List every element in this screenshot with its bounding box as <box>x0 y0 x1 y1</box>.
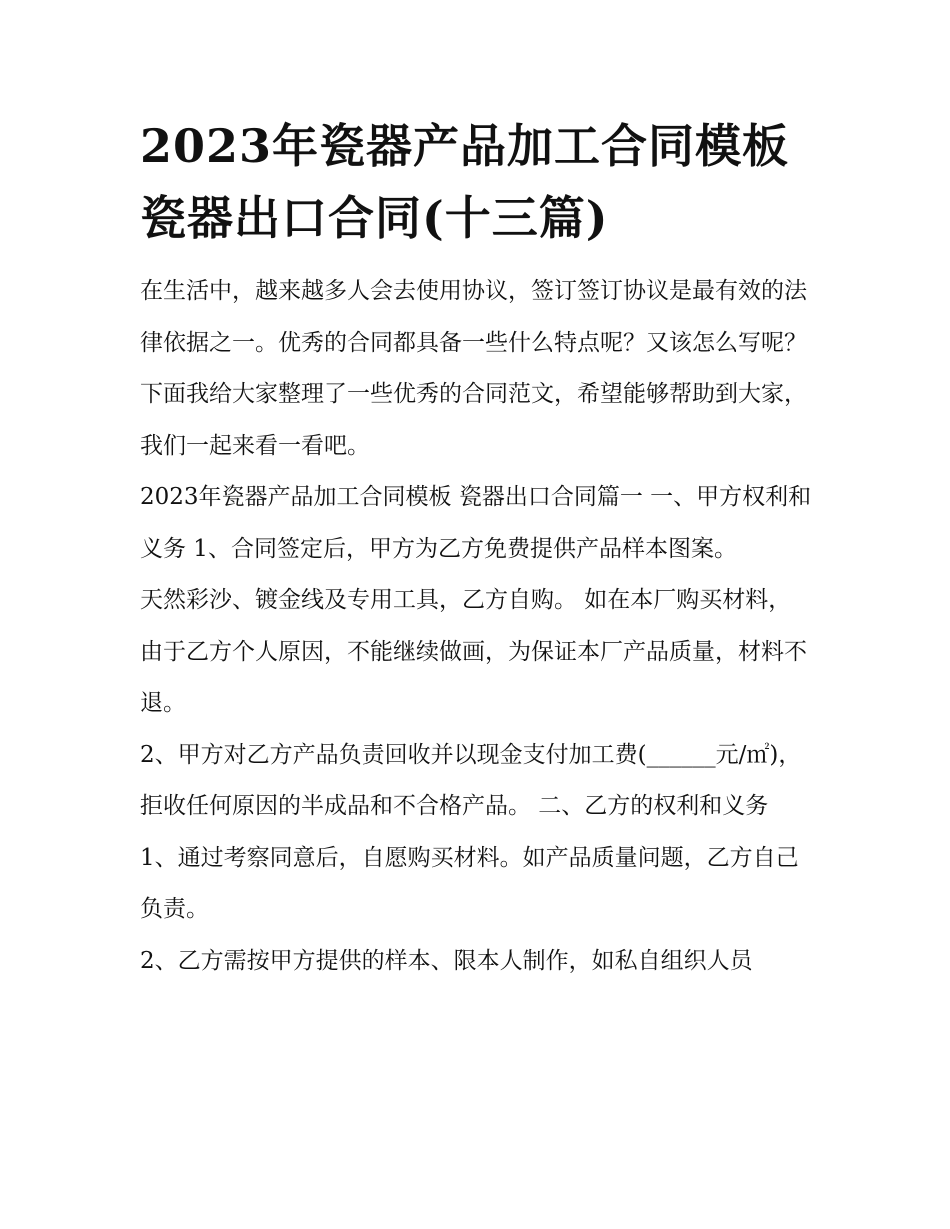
materials-paragraph: 天然彩沙、镀金线及专用工具，乙方自购。 如在本厂购买材料，由于乙方个人原因，不能继续做画，为保证本厂产品质量，材料不退。 <box>140 587 807 716</box>
document-page <box>140 110 812 987</box>
contract-section-paragraph: 2023年瓷器产品加工合同模板 瓷器出口合同篇一 一、甲方权利和义务 1、合同签定后，甲方为乙方免费提供产品样本图案。 <box>140 484 812 562</box>
document-title: 2023年瓷器产品加工合同模板 瓷器出口合同(十三篇) <box>140 119 790 245</box>
party-b-clause-2: 2、乙方需按甲方提供的样本、限本人制作，如私自组织人员 <box>140 947 753 974</box>
payment-paragraph: 2、甲方对乙方产品负责回收并以现金支付加工费(______元/㎡)，拒收任何原因的半成品和不合格产品。 二、乙方的权利和义务 <box>140 741 802 819</box>
intro-paragraph: 在生活中，越来越多人会去使用协议，签订签订协议是最有效的法律依据之一。优秀的合同都具备一些什么特点呢？又该怎么写呢？下面我给大家整理了一些优秀的合同范文，希望能够帮助到大家，我们一起来看一看吧。 <box>140 278 807 459</box>
party-b-clause-1: 1、通过考察同意后，自愿购买材料。如产品质量问题，乙方自己负责。 <box>140 844 799 922</box>
